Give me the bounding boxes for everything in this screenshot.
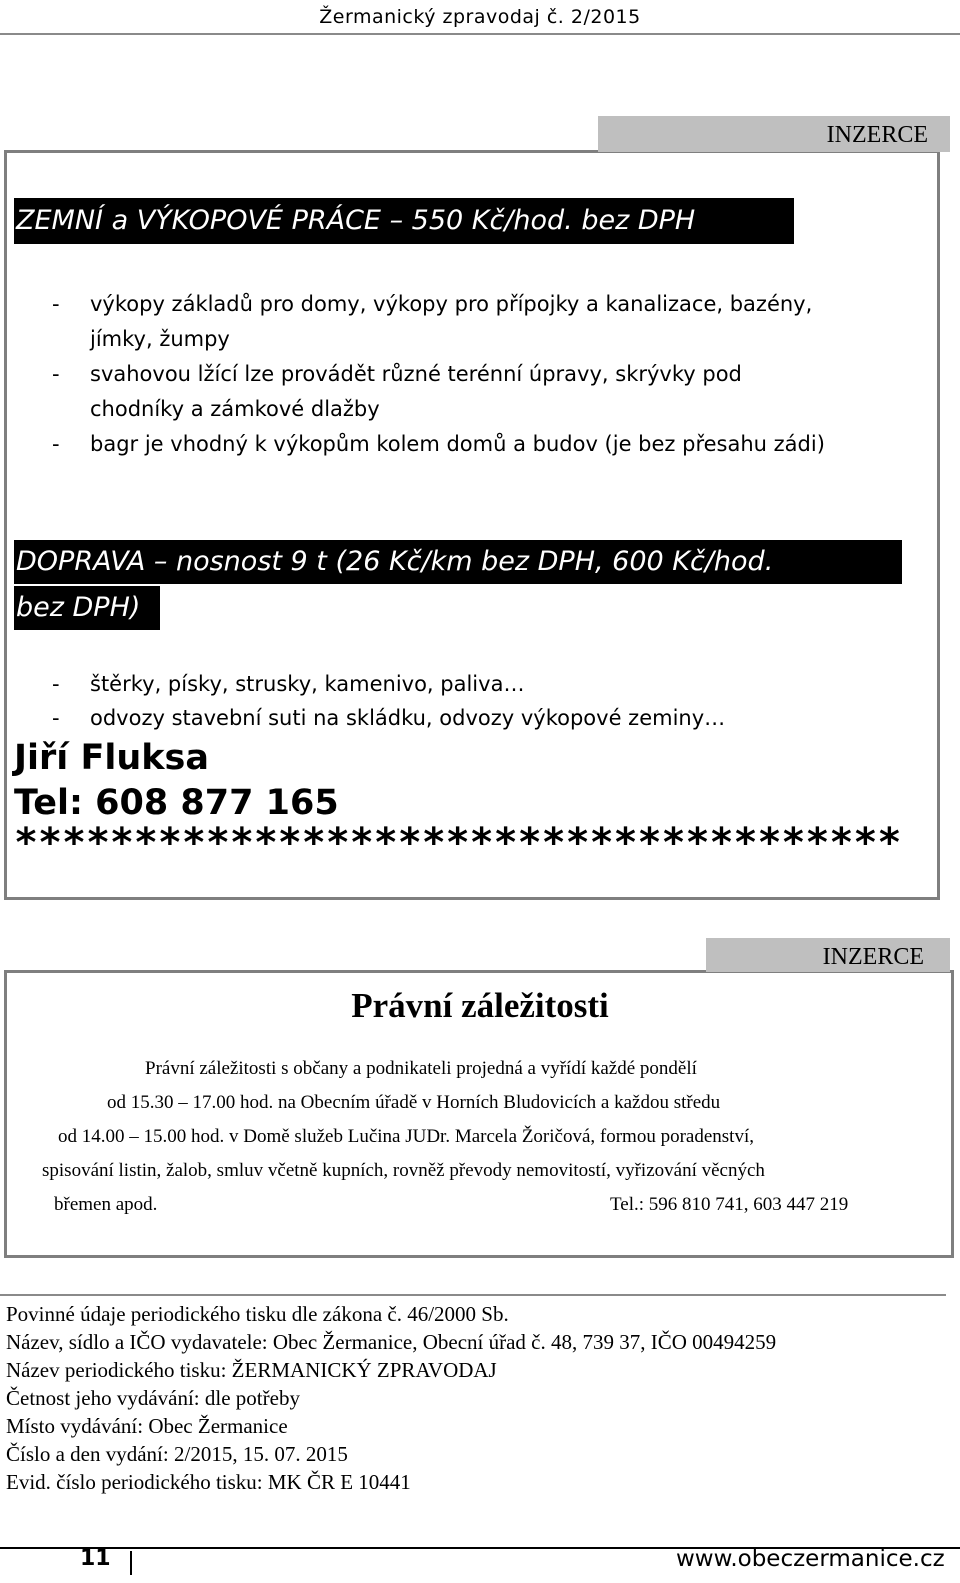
excavation-item-3: - bagr je vhodný k výkopům kolem domů a budov (je bez přesahu zádi) (52, 432, 825, 456)
legal-line-1: Právní záležitosti s občany a podnikateli projedná a vyřídí každé pondělí (145, 1058, 697, 1079)
page-header-title: Žermanický zpravodaj č. 2/2015 (319, 6, 641, 28)
star-divider: ************************************* (14, 820, 902, 866)
page-number-separator (130, 1551, 132, 1575)
imprint-line: Evid. číslo periodického tisku: MK ČR E 10441 (6, 1470, 411, 1494)
contact-name: Jiří Fluksa (14, 738, 210, 778)
excavation-item-1: - výkopy základů pro domy, výkopy pro přípojky a kanalizace, bazény, (52, 292, 813, 316)
imprint-line: Název, sídlo a IČO vydavatele: Obec Žermanice, Obecní úřad č. 48, 739 37, IČO 00494259 (6, 1330, 777, 1354)
list-dash: - (52, 672, 60, 696)
advert-tag: INZERCE (706, 938, 950, 972)
excavation-item-2-cont: chodníky a zámkové dlažby (90, 397, 380, 421)
imprint-line: Četnost jeho vydávání: dle potřeby (6, 1386, 300, 1410)
excavation-heading: ZEMNÍ a VÝKOPOVÉ PRÁCE – 550 Kč/hod. bez DPH (14, 198, 794, 244)
list-dash: - (52, 432, 60, 456)
transport-heading: DOPRAVA – nosnost 9 t (26 Kč/km bez DPH, 600 Kč/hod. (14, 540, 902, 584)
legal-line-5: břemen apod. (54, 1194, 158, 1215)
website-link[interactable]: www.obeczermanice.cz (676, 1546, 945, 1572)
legal-line-2: od 15.30 – 17.00 hod. na Obecním úřadě v Horních Bludovicích a každou středu (107, 1092, 721, 1113)
imprint-line: Místo vydávání: Obec Žermanice (6, 1414, 288, 1438)
page-number: 11 (80, 1546, 111, 1571)
transport-heading-cont: bez DPH) (14, 586, 160, 630)
list-dash: - (52, 362, 60, 386)
excavation-item-2: - svahovou lžící lze provádět různé terénní úpravy, skrývky pod (52, 362, 742, 386)
legal-line-4: spisování listin, žalob, smluv včetně kupních, rovněž převody nemovitostí, vyřizování věcných (42, 1160, 765, 1181)
imprint-line: Povinné údaje periodického tisku dle zákona č. 46/2000 Sb. (6, 1302, 509, 1326)
list-dash: - (52, 292, 60, 316)
imprint-line: Název periodického tisku: ŽERMANICKÝ ZPRAVODAJ (6, 1358, 497, 1382)
advert-tag: INZERCE (598, 116, 950, 152)
excavation-item-1-cont: jímky, žumpy (90, 327, 230, 351)
list-dash: - (52, 706, 60, 730)
imprint-line: Číslo a den vydání: 2/2015, 15. 07. 2015 (6, 1442, 348, 1466)
contact-phone: Tel: 608 877 165 (14, 783, 339, 823)
legal-title: Právní záležitosti (351, 986, 609, 1025)
transport-item-2: - odvozy stavební suti na skládku, odvozy výkopové zeminy… (52, 706, 726, 730)
legal-line-3: od 14.00 – 15.00 hod. v Domě služeb Lučina JUDr. Marcela Žoričová, formou poradenství, (58, 1126, 754, 1147)
imprint-divider (0, 1294, 946, 1296)
transport-item-1: - štěrky, písky, strusky, kamenivo, paliva… (52, 672, 525, 696)
header-divider (0, 33, 960, 35)
legal-phone: Tel.: 596 810 741, 603 447 219 (610, 1194, 849, 1215)
